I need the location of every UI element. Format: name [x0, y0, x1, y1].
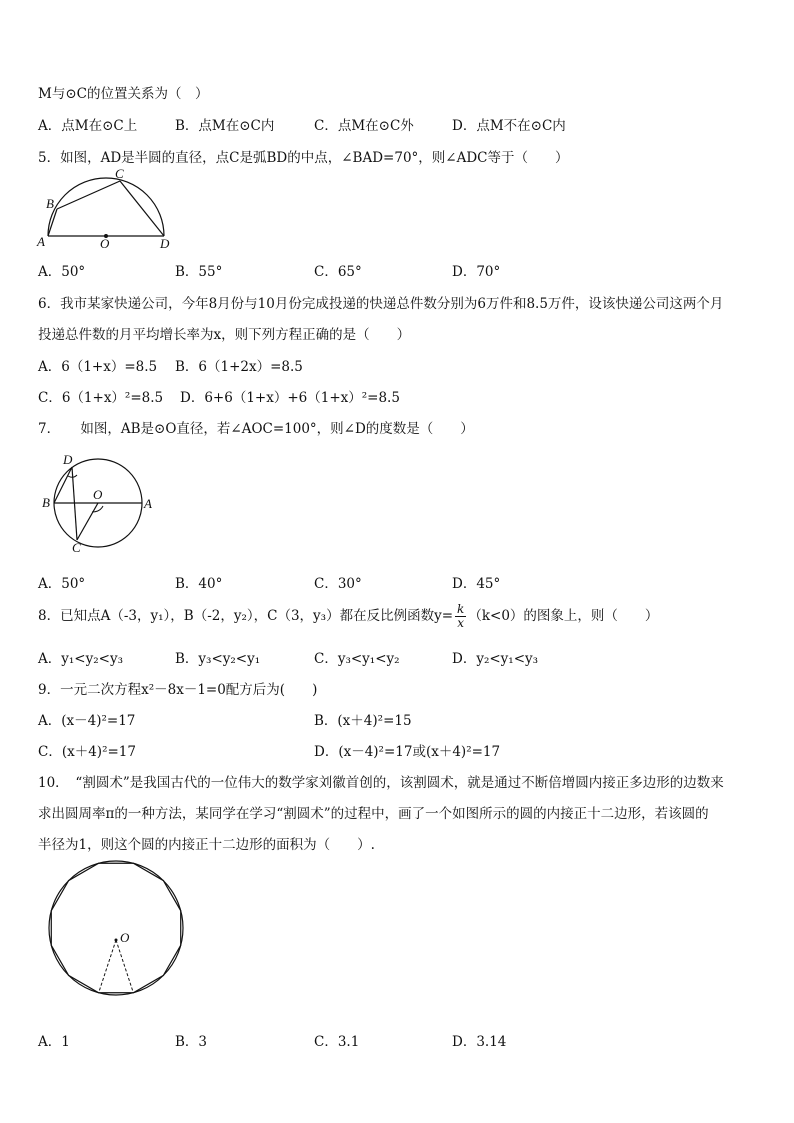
q8-option-b: B．y₃<y₂<y₁: [175, 651, 261, 667]
q6-stem-line1: 6．我市某家快递公司，今年8月份与10月份完成投递的快递总件数分别为6万件和8.5万件，设该快递公司这两个月: [38, 296, 724, 312]
q7-option-a: A．50°: [38, 576, 86, 592]
q6-option-a: A．6（1+x）=8.5: [38, 359, 158, 375]
q10-option-a: A．1: [38, 1034, 70, 1050]
q10-stem-line1: 10． “割圆术”是我国古代的一位伟大的数学家刘徽首创的，该割圆术，就是通过不断倍增圆内接正多边形的边数来: [38, 775, 724, 791]
q7-label-b: B: [42, 495, 50, 510]
q10-option-b: B．3: [175, 1034, 208, 1050]
q10-stem-line3: 半径为1，则这个圆的内接正十二边形的面积为（ ）.: [38, 837, 375, 853]
q8-fraction: [455, 603, 466, 630]
q5-label-c: C: [115, 166, 124, 181]
q5-option-d: D．70°: [452, 264, 501, 280]
q5-label-a: A: [37, 234, 45, 249]
q9-option-c: C．(x＋4)²=17: [38, 744, 136, 760]
q8-stem-after: （k<0）的图象上，则（ ）: [468, 608, 659, 624]
q8-stem: [38, 599, 658, 633]
q8-option-d: D．y₂<y₁<y₃: [452, 651, 539, 667]
q6-option-d: D．6+6（1+x）+6（1+x）²=8.5: [180, 390, 400, 406]
q9-option-a: A．(x－4)²=17: [38, 713, 136, 729]
q9-option-b: B．(x＋4)²=15: [314, 713, 412, 729]
q5-stem: 5．如图，AD是半圆的直径，点C是弧BD的中点，∠BAD=70°，则∠ADC等于（ ）: [38, 150, 569, 166]
q5-label-o: O: [100, 236, 110, 250]
q10-dodecagon-figure: [46, 856, 186, 1006]
q8-fraction-numerator: k: [457, 602, 465, 616]
q5-semicircle-figure: [34, 164, 184, 250]
q7-stem: 7． 如图，AB是⊙O直径，若∠AOC=100°，则∠D的度数是（ ）: [38, 421, 474, 437]
dodecagon-radius-right: [116, 940, 133, 993]
q7-label-o: O: [93, 487, 103, 502]
q8-stem-before: 8．已知点A（-3，y₁），B（-2，y₂），C（3，y₃）都在反比例函数y=: [38, 608, 454, 624]
q10-option-c: C．3.1: [314, 1034, 360, 1050]
q7-label-d: D: [63, 452, 73, 467]
q7-label-a: A: [144, 496, 152, 511]
center-point: [115, 939, 118, 942]
q8-option-c: C．y₃<y₁<y₂: [314, 651, 400, 667]
q4-option-b: B．点M在⊙C内: [175, 118, 275, 134]
q8-fraction-denominator: x: [457, 616, 465, 630]
q9-option-d: D．(x－4)²=17或(x＋4)²=17: [314, 744, 501, 760]
q7-label-c: C: [72, 540, 81, 555]
q7-circle-figure: [34, 446, 164, 558]
q6-option-c: C．6（1+x）²=8.5: [38, 390, 164, 406]
q5-label-d: D: [160, 236, 170, 250]
q10-option-d: D．3.14: [452, 1034, 507, 1050]
dodecagon-outline: [51, 863, 180, 992]
q10-stem-line2: 求出圆周率π的一种方法，某同学在学习“割圆术”的过程中，画了一个如图所示的圆的内接正十二边形，若该圆的: [38, 806, 709, 822]
q5-option-c: C．65°: [314, 264, 362, 280]
q7-option-d: D．45°: [452, 576, 501, 592]
q4-option-c: C．点M在⊙C外: [314, 118, 414, 134]
q6-stem-line2: 投递总件数的月平均增长率为x，则下列方程正确的是（ ）: [38, 327, 411, 343]
q4-option-a: A．点M在⊙C上: [38, 118, 138, 134]
q7-option-b: B．40°: [175, 576, 223, 592]
q9-stem: 9．一元二次方程x²－8x－1=0配方后为( ): [38, 682, 318, 698]
q10-label-o: O: [120, 930, 130, 945]
q8-option-a: A．y₁<y₂<y₃: [38, 651, 123, 667]
q7-option-c: C．30°: [314, 576, 362, 592]
q5-label-b: B: [46, 196, 54, 211]
dodecagon-radius-left: [99, 940, 116, 993]
q5-option-b: B．55°: [175, 264, 223, 280]
q4-option-d: D．点M不在⊙C内: [452, 118, 566, 134]
q4-stem: M与⊙C的位置关系为（ ）: [38, 86, 209, 102]
q5-option-a: A．50°: [38, 264, 86, 280]
q6-option-b: B．6（1+2x）=8.5: [175, 359, 303, 375]
